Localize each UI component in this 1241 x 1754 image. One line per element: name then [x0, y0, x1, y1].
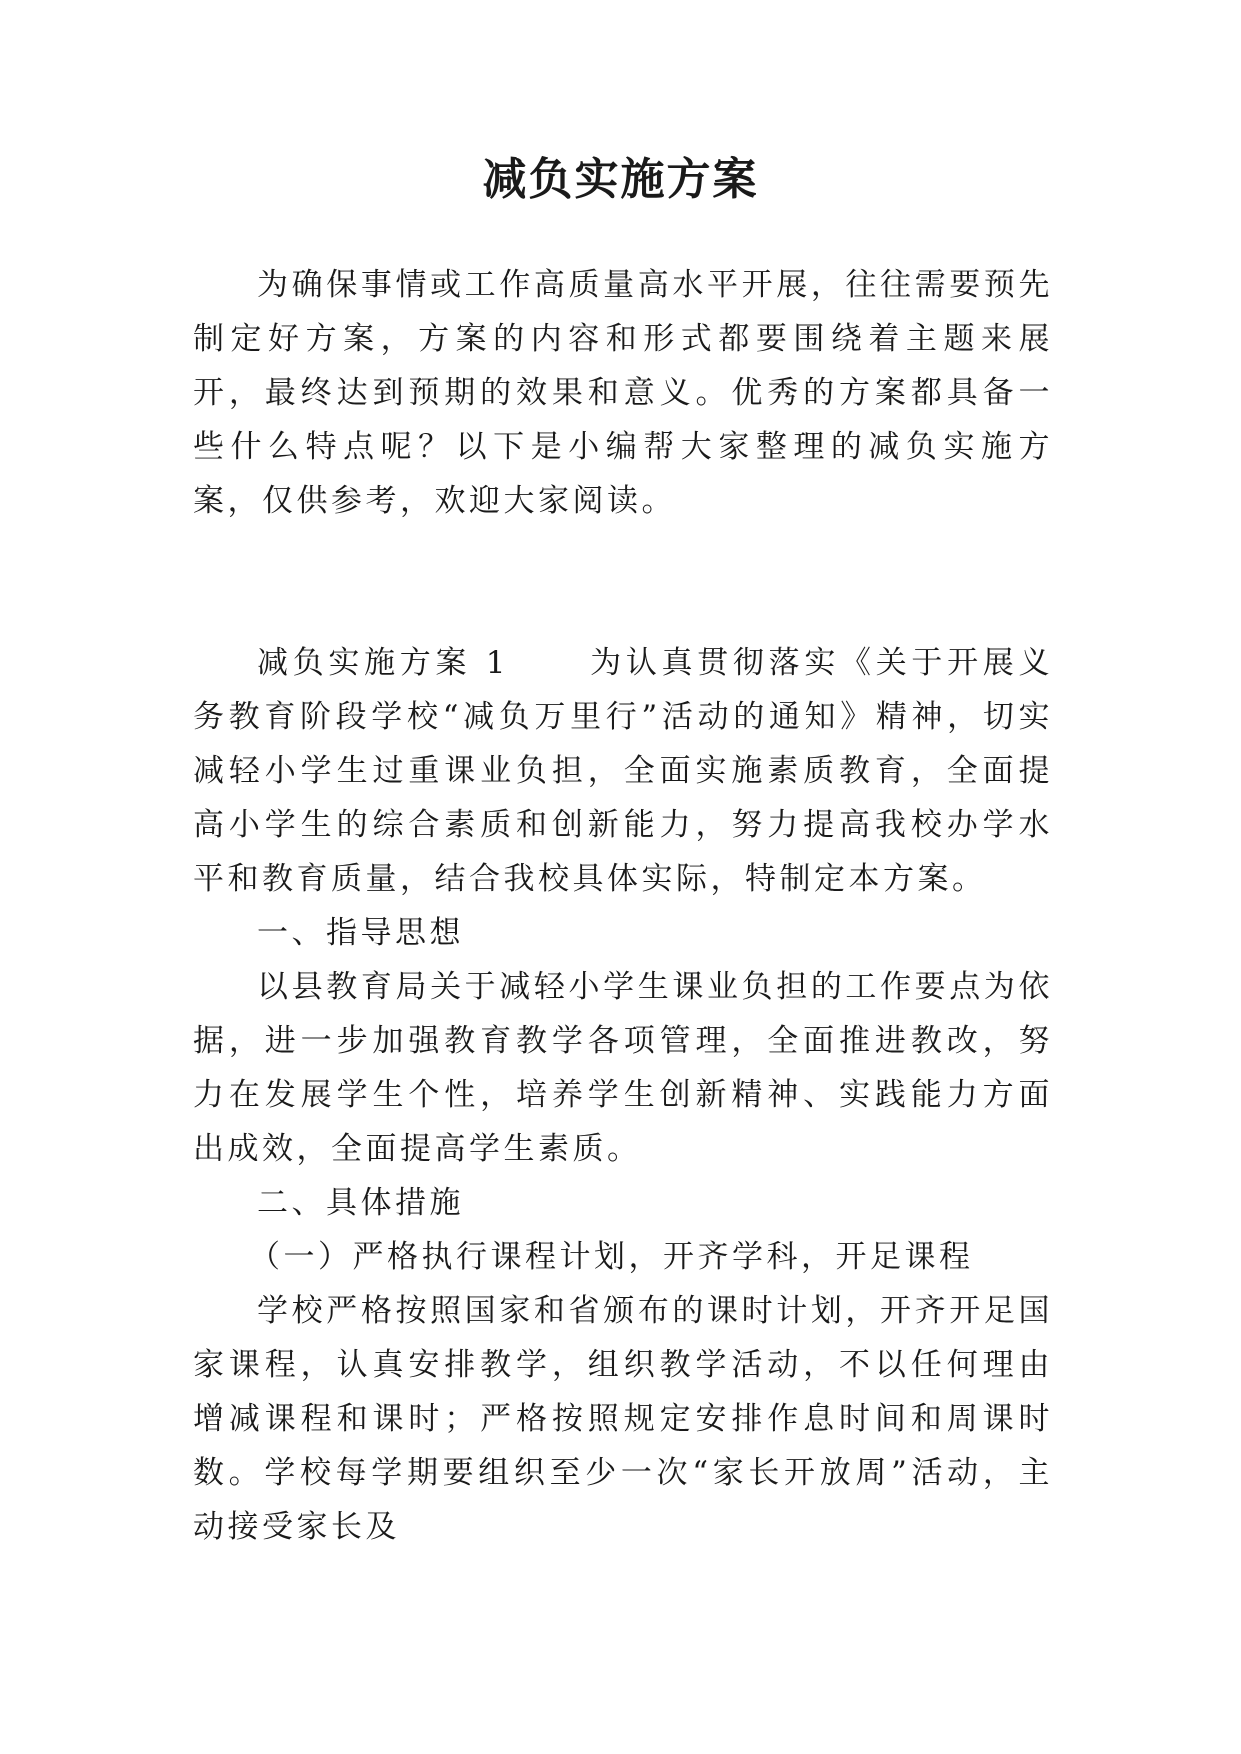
guiding-thought-paragraph: 以县教育局关于减轻小学生课业负担的工作要点为依据，进一步加强教育教学各项管理，全面推进教改，努力在发展学生个性，培养学生创新精神、实践能力方面出成效，全面提高学生素质。 [193, 969, 1053, 1167]
section1-text: 为认真贯彻落实《关于开展义务教育阶段学校“减负万里行”活动的通知》精神，切实减轻小学生过重课业负担，全面实施素质教育，全面提高小学生的综合素质和创新能力，努力提高我校办学水平和教育质量，结合我校具体实际，特制定本方案。 [193, 645, 1054, 897]
section1-label: 减负实施方案 1 [257, 645, 509, 681]
intro-paragraph: 为确保事情或工作高质量高水平开展，往往需要预先制定好方案，方案的内容和形式都要围绕着主题来展开，最终达到预期的效果和意义。优秀的方案都具备一些什么特点呢？以下是小编帮大家整理的减负实施方案，仅供参考，欢迎大家阅读。 [193, 267, 1053, 519]
section1-paragraph [193, 636, 1053, 906]
heading-specific-measures: 二、具体措施 [257, 1185, 464, 1221]
document-title: 减负实施方案 [482, 154, 759, 205]
subheading-course-plan: （一）严格执行课程计划，开齐学科，开足课程 [249, 1239, 974, 1275]
heading-guiding-thought: 一、指导思想 [257, 915, 464, 951]
measures-paragraph: 学校严格按照国家和省颁布的课时计划，开齐开足国家课程，认真安排教学，组织教学活动，不以任何理由增减课程和课时；严格按照规定安排作息时间和周课时数。学校每学期要组织至少一次“家长开放周”活动，主动接受家长及 [193, 1293, 1053, 1545]
